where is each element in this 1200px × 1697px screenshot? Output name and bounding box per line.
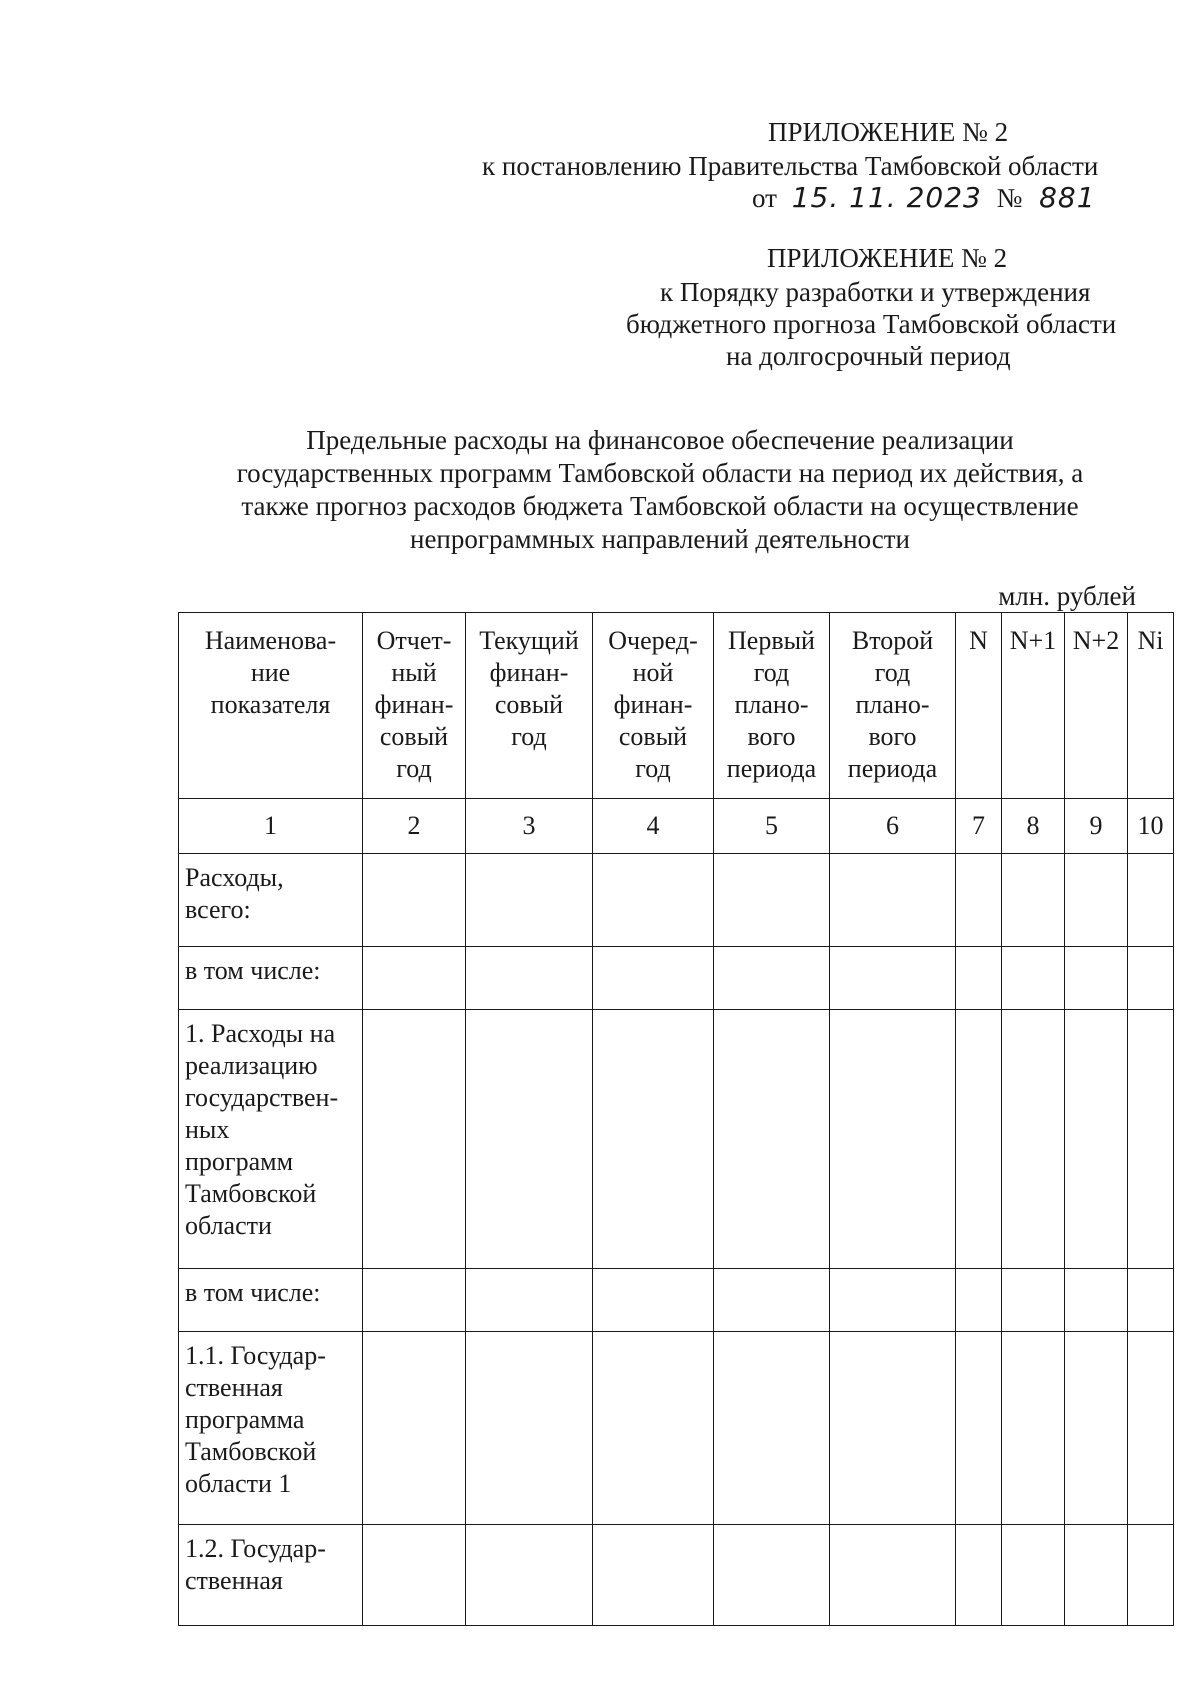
table-cell: [830, 1269, 956, 1332]
table-cell: [593, 947, 714, 1010]
table-cell: [466, 1269, 593, 1332]
table-cell: [1065, 1010, 1128, 1269]
table-cell: [466, 854, 593, 947]
header-indicator-name: Наименова- ние показателя: [179, 613, 363, 799]
row-label: в том числе:: [179, 947, 363, 1010]
table-cell: [1002, 1269, 1065, 1332]
expenses-table: [178, 612, 1174, 1626]
table-cell: [1002, 1525, 1065, 1626]
table-cell: [714, 1332, 830, 1525]
table-row: [179, 947, 1174, 1010]
header-n: N: [956, 613, 1002, 799]
column-number: 1: [179, 799, 363, 854]
column-number: 6: [830, 799, 956, 854]
table-cell: [363, 854, 466, 947]
handwritten-date: 15. 11. 2023: [791, 181, 982, 214]
table-cell: [714, 1269, 830, 1332]
column-number: 9: [1065, 799, 1128, 854]
appendix-title-2: ПРИЛОЖЕНИЕ № 2: [767, 243, 1008, 273]
date-prefix: от: [752, 183, 777, 213]
column-number-row: [179, 799, 1174, 854]
column-number: 7: [956, 799, 1002, 854]
table-cell: [1128, 1332, 1174, 1525]
table-cell: [956, 1525, 1002, 1626]
procedure-reference-line3: на долгосрочный период: [726, 341, 1011, 371]
table-cell: [956, 1010, 1002, 1269]
row-label: 1. Расходы на реализацию государствен- ных программ Тамбовской области: [179, 1010, 363, 1269]
table-cell: [1128, 1525, 1174, 1626]
table-cell: [466, 947, 593, 1010]
document-title-line1: Предельные расходы на финансовое обеспечение реализации: [306, 425, 1014, 455]
table-cell: [593, 1269, 714, 1332]
table-cell: [363, 1010, 466, 1269]
resolution-date-line: [752, 182, 1096, 214]
table-cell: [1065, 1332, 1128, 1525]
table-cell: [593, 1332, 714, 1525]
table-cell: [956, 854, 1002, 947]
table-cell: [1002, 854, 1065, 947]
appendix-title: ПРИЛОЖЕНИЕ № 2: [768, 117, 1009, 147]
table-cell: [956, 947, 1002, 1010]
table-cell: [956, 1269, 1002, 1332]
header-next-year: Очеред- ной финан- совый год: [593, 613, 714, 799]
table-cell: [830, 947, 956, 1010]
table-cell: [593, 854, 714, 947]
table-cell: [830, 1525, 956, 1626]
column-number: 8: [1002, 799, 1065, 854]
table-cell: [714, 1525, 830, 1626]
table-cell: [466, 1010, 593, 1269]
table-cell: [363, 1269, 466, 1332]
table-cell: [714, 947, 830, 1010]
header-n-plus-2: N+2: [1065, 613, 1128, 799]
table-cell: [714, 854, 830, 947]
table-row: [179, 1010, 1174, 1269]
column-number: 3: [466, 799, 593, 854]
procedure-reference-line1: к Порядку разработки и утверждения: [660, 277, 1091, 307]
header-second-plan-year: Второй год плано- вого периода: [830, 613, 956, 799]
header-current-year: Текущий финан- совый год: [466, 613, 593, 799]
table-cell: [593, 1010, 714, 1269]
number-sign: №: [996, 183, 1023, 213]
header-ni: Ni: [1128, 613, 1174, 799]
appendix-reference: к постановлению Правительства Тамбовской области: [482, 151, 1099, 181]
table-cell: [363, 1332, 466, 1525]
column-number: 10: [1128, 799, 1174, 854]
column-number: 5: [714, 799, 830, 854]
table-cell: [593, 1525, 714, 1626]
table-cell: [1128, 1010, 1174, 1269]
unit-label: млн. рублей: [998, 581, 1136, 611]
table-cell: [466, 1525, 593, 1626]
table-row: [179, 1269, 1174, 1332]
table-cell: [830, 854, 956, 947]
document-title-line2: государственных программ Тамбовской области на период их действия, а: [236, 458, 1084, 488]
table-cell: [1128, 854, 1174, 947]
document-title-line4: непрограммных направлений деятельности: [410, 524, 910, 554]
table-cell: [1065, 854, 1128, 947]
table-cell: [1065, 1525, 1128, 1626]
row-label: в том числе:: [179, 1269, 363, 1332]
table-header-row: [179, 613, 1174, 799]
table-cell: [956, 1332, 1002, 1525]
table-row: [179, 1525, 1174, 1626]
row-label: 1.1. Государ- ственная программа Тамбовской области 1: [179, 1332, 363, 1525]
column-number: 2: [363, 799, 466, 854]
table-cell: [466, 1332, 593, 1525]
header-reporting-year: Отчет- ный финан- совый год: [363, 613, 466, 799]
table-cell: [1065, 1269, 1128, 1332]
table-cell: [1128, 1269, 1174, 1332]
table-cell: [363, 947, 466, 1010]
table-cell: [830, 1010, 956, 1269]
table-row: [179, 854, 1174, 947]
header-first-plan-year: Первый год плано- вого периода: [714, 613, 830, 799]
table-cell: [363, 1525, 466, 1626]
header-n-plus-1: N+1: [1002, 613, 1065, 799]
column-number: 4: [593, 799, 714, 854]
row-label: Расходы, всего:: [179, 854, 363, 947]
table-cell: [1002, 947, 1065, 1010]
table-cell: [714, 1010, 830, 1269]
table-cell: [1002, 1010, 1065, 1269]
table-cell: [1002, 1332, 1065, 1525]
handwritten-number: 881: [1039, 181, 1096, 214]
procedure-reference-line2: бюджетного прогноза Тамбовской области: [626, 309, 1117, 339]
table-cell: [1128, 947, 1174, 1010]
row-label: 1.2. Государ- ственная: [179, 1525, 363, 1626]
table-cell: [830, 1332, 956, 1525]
table-cell: [1065, 947, 1128, 1010]
table-row: [179, 1332, 1174, 1525]
document-title-line3: также прогноз расходов бюджета Тамбовской области на осуществление: [241, 491, 1079, 521]
